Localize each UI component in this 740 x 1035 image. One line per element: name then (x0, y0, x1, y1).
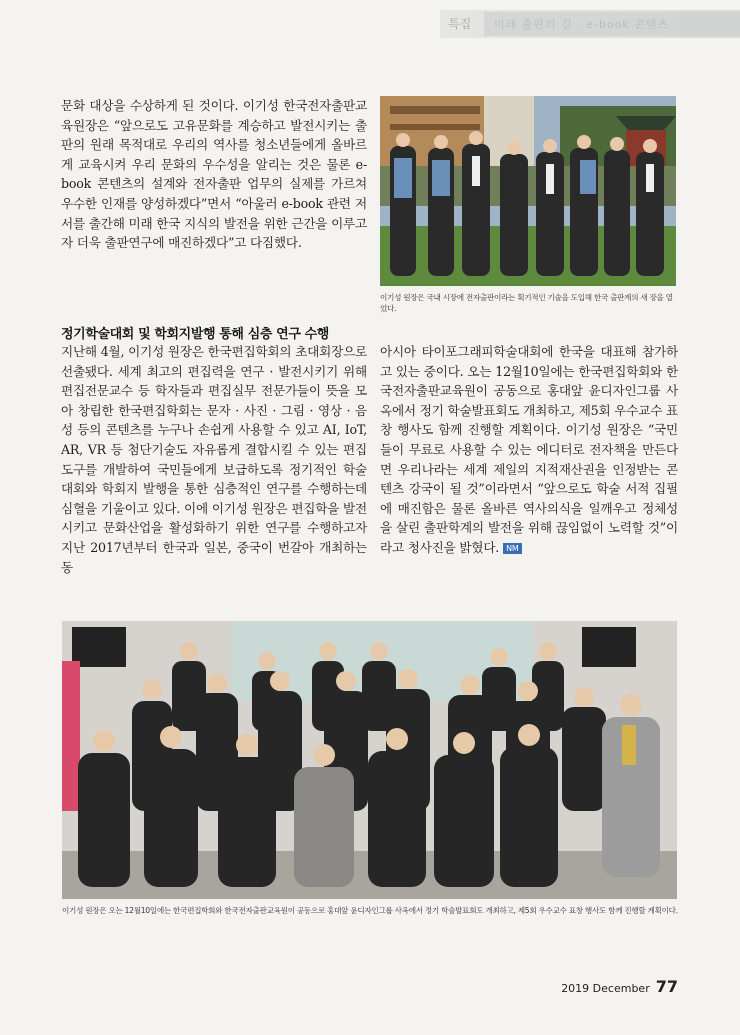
running-header (440, 10, 740, 38)
photo-group-outdoor (380, 96, 676, 286)
page-footer (561, 977, 678, 996)
photo-group-indoor (62, 621, 677, 899)
body-paragraph-right-text: 아시아 타이포그래피학술대회에 한국을 대표해 참가하고 있는 중이다. 오는 12월10일에는 한국편집학회와 한국전자출판교육원이 공동으로 홍대앞 윤디자인그룹 사옥에서 정기 학술발표회도 개최하고, 제5회 우수교수 표창 행사도 함께 진행할 계획이다. 이기성 원장은 “국민들이 무료로 사용할 수 있는 에디터로 전자책을 만든다면 우리나라는 세계 제일의 지적재산권을 인정받는 콘텐츠 강국이 될 것”이라면서 “앞으로도 학술 서적 집필에 매진함은 물론 올바른 역사의식을 일깨우고 정체성을 살린 출판학계의 발전을 위해 끊임없이 노력할 것”이라고 청사진을 밝혔다. (380, 344, 678, 555)
photo-indoor-scene (62, 621, 677, 899)
issue-date: 2019 December (561, 982, 650, 995)
photo-outdoor-scene (380, 96, 676, 286)
body-paragraph-left: 지난해 4월, 이기성 원장은 한국편집학회의 초대회장으로 선출됐다. 세계 최고의 편집력을 연구 · 발전시키기 위해 편집전문교수 등 학자들과 편집실무 전문가들이 뜻을 모아 창립한 한국편집학회는 문자 · 사진 · 그림 · 영상 · 음성 등의 콘텐츠를 누구나 손쉽게 사용할 수 있고 AI, IoT, AR, VR 등 첨단기술도 자유롭게 결합시킬 수 있는 편집도구를 개발하여 국민들에게 보급하도록 정기적인 학술대회와 학회지 발행을 통한 심층적인 연구를 수행하는데 심혈을 기울이고 있다. 이에 이기성 원장은 편집학을 발전시키고 문화산업을 활성화하기 위한 연구를 수행하고자 지난 2017년부터 한국과 일본, 중국이 번갈아 개최하는 동 (61, 344, 367, 575)
section-heading: 정기학술대회 및 학회지발행 통해 심층 연구 수행 (61, 327, 329, 342)
nm-logo-badge: NM (503, 543, 522, 554)
section-label: 특집 (448, 17, 472, 31)
body-paragraph-right (380, 342, 678, 558)
top-photo-caption: 이기성 원장은 국내 시장에 전자출판이라는 획기적인 기술을 도입해 한국 출판계의 새 장을 열었다. (380, 293, 673, 313)
header-tagline: 미래 출판의 길 · e-book 콘텐츠 (494, 18, 670, 31)
page-number: 77 (655, 977, 678, 996)
bottom-photo-caption: 이기성 원장은 오는 12월10일에는 한국편집학회와 한국전자출판교육원이 공동으로 홍대앞 윤디자인그룹 사옥에서 정기 학술발표회도 개최하고, 제5회 우수교수 표창 행사도 함께 진행할 계획이다. (62, 906, 678, 915)
body-paragraph-top: 문화 대상을 수상하게 된 것이다. 이기성 한국전자출판교육원장은 “앞으로도 고유문화를 계승하고 발전시키는 출판의 원래 목적대로 우리의 역사를 청소년들에게 올바르게 교육시켜 우리 문화의 우수성을 알리는 것은 물론 e-book 콘텐츠의 설계와 전자출판 업무의 실제를 가르쳐 우수한 인재를 양성하겠다”면서 “아울러 e-book 관련 저서를 출간해 미래 한국 지식의 발전을 위한 근간을 이루고자 더욱 출판연구에 매진하겠다”고 다짐했다. (61, 98, 367, 251)
